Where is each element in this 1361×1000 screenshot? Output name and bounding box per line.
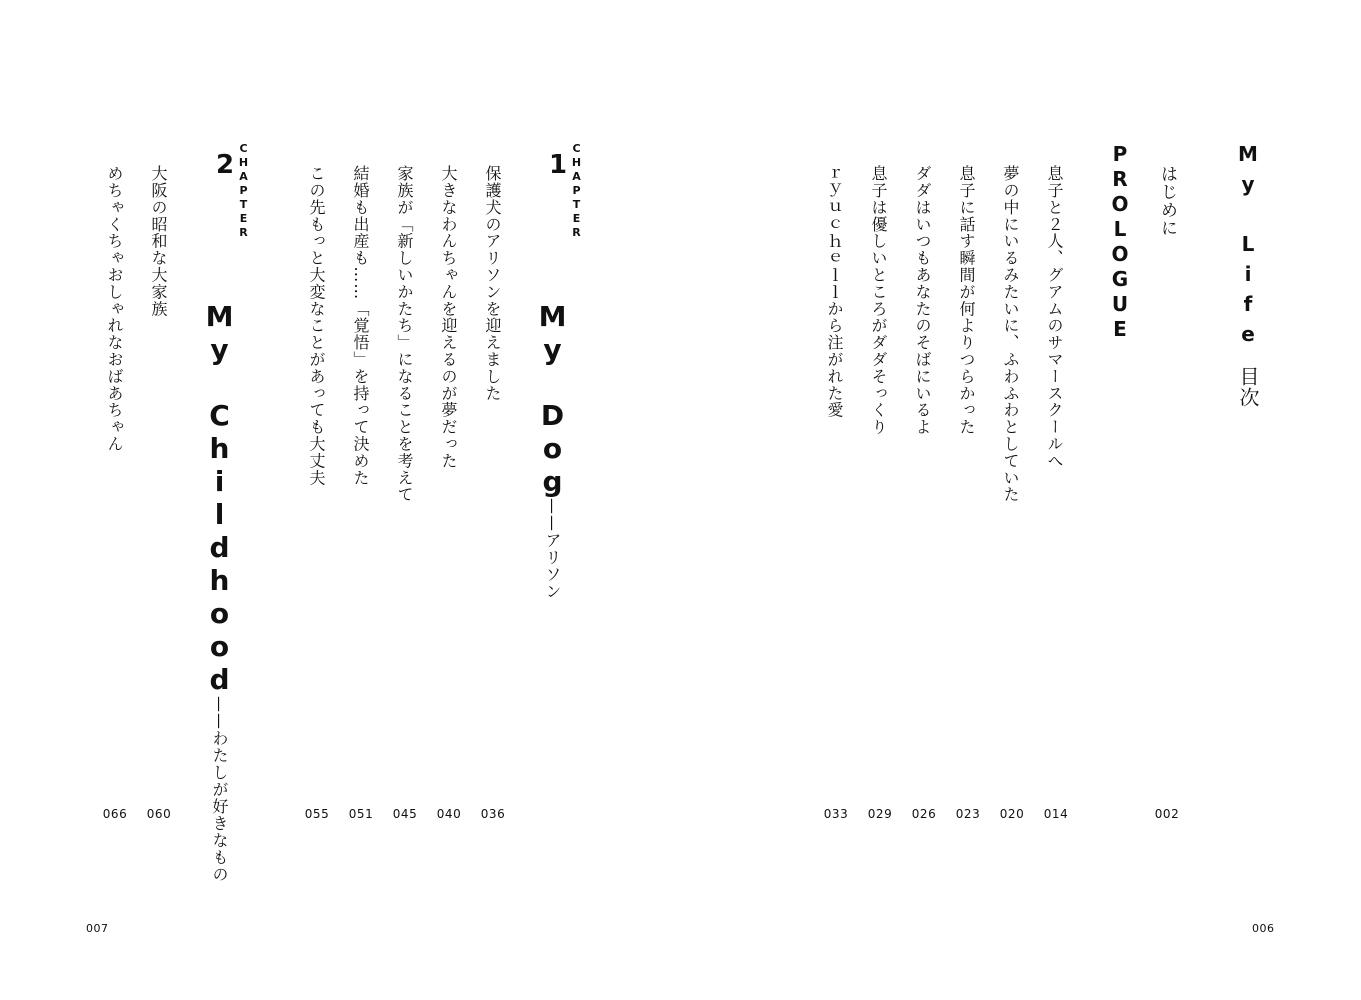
chapter-2-page-1: 060 bbox=[146, 807, 172, 821]
chapter-1-marker bbox=[545, 142, 582, 240]
chapter-1-title-sub: ——アリソン bbox=[543, 498, 562, 600]
chapter-1-label: CHAPTER bbox=[570, 142, 583, 240]
prologue-page-3: 023 bbox=[955, 807, 981, 821]
prologue-page-4: 026 bbox=[911, 807, 937, 821]
toc-title bbox=[1238, 142, 1258, 408]
chapter-1-page-3: 045 bbox=[392, 807, 418, 821]
chapter-1-number: 1 bbox=[543, 150, 573, 180]
toc-title-en: My Life bbox=[1236, 142, 1260, 352]
intro-page-number: 002 bbox=[1154, 807, 1180, 821]
chapter-2-title[interactable] bbox=[203, 300, 236, 883]
chapter-1-entry-4[interactable]: 結婚も出産も……「覚悟」を持って決めた bbox=[351, 165, 370, 487]
toc-title-jp: 目次 bbox=[1236, 366, 1260, 408]
chapter-2-title-sub: ——わたしが好きなもの bbox=[210, 696, 229, 883]
chapter-2-page-2: 066 bbox=[102, 807, 128, 821]
prologue-heading[interactable]: PROLOGUE bbox=[1108, 142, 1132, 342]
chapter-1-page-2: 040 bbox=[436, 807, 462, 821]
prologue-page-6: 033 bbox=[823, 807, 849, 821]
right-folio: 006 bbox=[1252, 922, 1275, 935]
chapter-2-entry-1[interactable]: 大阪の昭和な大家族 bbox=[149, 165, 168, 318]
chapter-2-entry-2[interactable]: めちゃくちゃおしゃれなおばあちゃん bbox=[105, 165, 124, 453]
left-folio: 007 bbox=[86, 922, 109, 935]
chapter-1-entry-5[interactable]: この先もっと大変なことがあっても大丈夫 bbox=[307, 165, 326, 487]
prologue-entry-3[interactable]: 息子に話す瞬間が何よりつらかった bbox=[957, 165, 976, 436]
chapter-2-title-en: My Childhood bbox=[203, 300, 236, 696]
prologue-entry-6[interactable]: ｒｙｕｃｈｅｌｌから注がれた愛 bbox=[825, 165, 844, 419]
chapter-2-marker bbox=[212, 142, 249, 240]
chapter-2-number: 2 bbox=[210, 150, 240, 180]
prologue-page-5: 029 bbox=[867, 807, 893, 821]
chapter-1-title[interactable] bbox=[536, 300, 569, 600]
intro-entry[interactable]: はじめに bbox=[1157, 165, 1177, 237]
prologue-page-1: 014 bbox=[1043, 807, 1069, 821]
prologue-entry-5[interactable]: 息子は優しいところがダダそっくり bbox=[869, 165, 888, 436]
prologue-page-2: 020 bbox=[999, 807, 1025, 821]
chapter-1-page-1: 036 bbox=[480, 807, 506, 821]
prologue-entry-1[interactable]: 息子と２人、グアムのサマースクールへ bbox=[1045, 165, 1064, 470]
chapter-1-entry-2[interactable]: 大きなわんちゃんを迎えるのが夢だった bbox=[439, 165, 458, 470]
chapter-1-title-en: My Dog bbox=[536, 300, 569, 498]
chapter-1-entry-3[interactable]: 家族が「新しいかたち」になることを考えて bbox=[395, 165, 414, 503]
prologue-entry-2[interactable]: 夢の中にいるみたいに、ふわふわとしていた bbox=[1001, 165, 1020, 503]
chapter-2-label: CHAPTER bbox=[237, 142, 250, 240]
chapter-1-entry-1[interactable]: 保護犬のアリソンを迎えました bbox=[483, 165, 502, 402]
prologue-entry-4[interactable]: ダダはいつもあなたのそばにいるよ bbox=[913, 165, 932, 436]
chapter-1-page-5: 055 bbox=[304, 807, 330, 821]
chapter-1-page-4: 051 bbox=[348, 807, 374, 821]
